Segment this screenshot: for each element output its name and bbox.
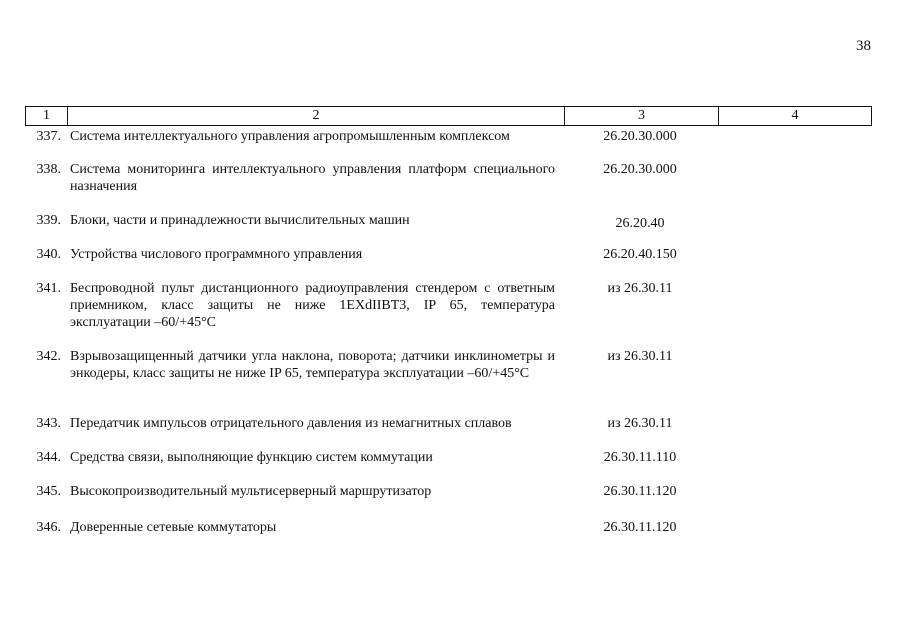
table-row <box>25 483 872 519</box>
row-code: из 26.30.11 <box>607 281 673 296</box>
row-number: 342. <box>36 349 61 364</box>
table-row <box>25 161 872 212</box>
header-col-4: 4 <box>718 107 871 125</box>
row-number: 337. <box>36 129 61 144</box>
row-number: 345. <box>36 484 61 499</box>
row-code: 26.20.40 <box>615 216 665 231</box>
row-description: Высокопроизводительный мультисерверный маршрутизатор <box>70 484 432 499</box>
table-row <box>25 128 872 161</box>
table-row <box>25 519 872 539</box>
row-code: 26.30.11.120 <box>603 484 677 499</box>
row-description: Средства связи, выполняющие функцию систем коммутации <box>70 450 433 465</box>
row-description: Передатчик импульсов отрицательного давления из немагнитных сплавов <box>70 416 512 431</box>
row-code: 26.20.30.000 <box>603 129 677 144</box>
row-code: 26.30.11.120 <box>603 520 677 535</box>
row-number: 340. <box>36 247 61 262</box>
row-code: из 26.30.11 <box>607 416 673 431</box>
row-description: Система мониторинга интеллектуального управления платформ специального назначения <box>70 162 555 194</box>
table-body <box>25 128 872 539</box>
row-code: 26.30.11.110 <box>603 450 677 465</box>
table-header <box>25 106 872 126</box>
row-code: 26.20.30.000 <box>603 162 677 177</box>
row-description: Беспроводной пульт дистанционного радиоуправления стендером с ответным приемником, класс защиты не ниже 1EXdIIBT3, IP 65, температура эксплуатации –60/+45°С <box>70 281 555 330</box>
row-number: 339. <box>36 213 61 228</box>
row-number: 341. <box>36 281 61 296</box>
header-col-1: 1 <box>43 108 50 123</box>
table-row <box>25 415 872 449</box>
header-col-3: 3 <box>564 107 718 125</box>
row-code: из 26.30.11 <box>607 349 673 364</box>
row-number: 343. <box>36 416 61 431</box>
table-row <box>25 449 872 483</box>
table-row <box>25 280 872 348</box>
table-row <box>25 212 872 246</box>
row-description: Устройства числового программного управления <box>70 247 363 262</box>
row-description: Доверенные сетевые коммутаторы <box>70 520 277 535</box>
page-number: 38 <box>856 38 871 54</box>
table-row <box>25 348 872 415</box>
row-description: Взрывозащищенный датчики угла наклона, поворота; датчики инклинометры и энкодеры, класс защиты не ниже IP 65, температура эксплуатации –60/+45°С <box>70 349 555 381</box>
row-number: 344. <box>36 450 61 465</box>
row-number: 338. <box>36 162 61 177</box>
row-number: 346. <box>36 520 61 535</box>
header-col-2: 2 <box>67 107 564 125</box>
table-row <box>25 246 872 280</box>
row-code: 26.20.40.150 <box>603 247 677 262</box>
row-description: Система интеллектуального управления агропромышленным комплексом <box>70 129 510 144</box>
row-description: Блоки, части и принадлежности вычислительных машин <box>70 213 410 228</box>
